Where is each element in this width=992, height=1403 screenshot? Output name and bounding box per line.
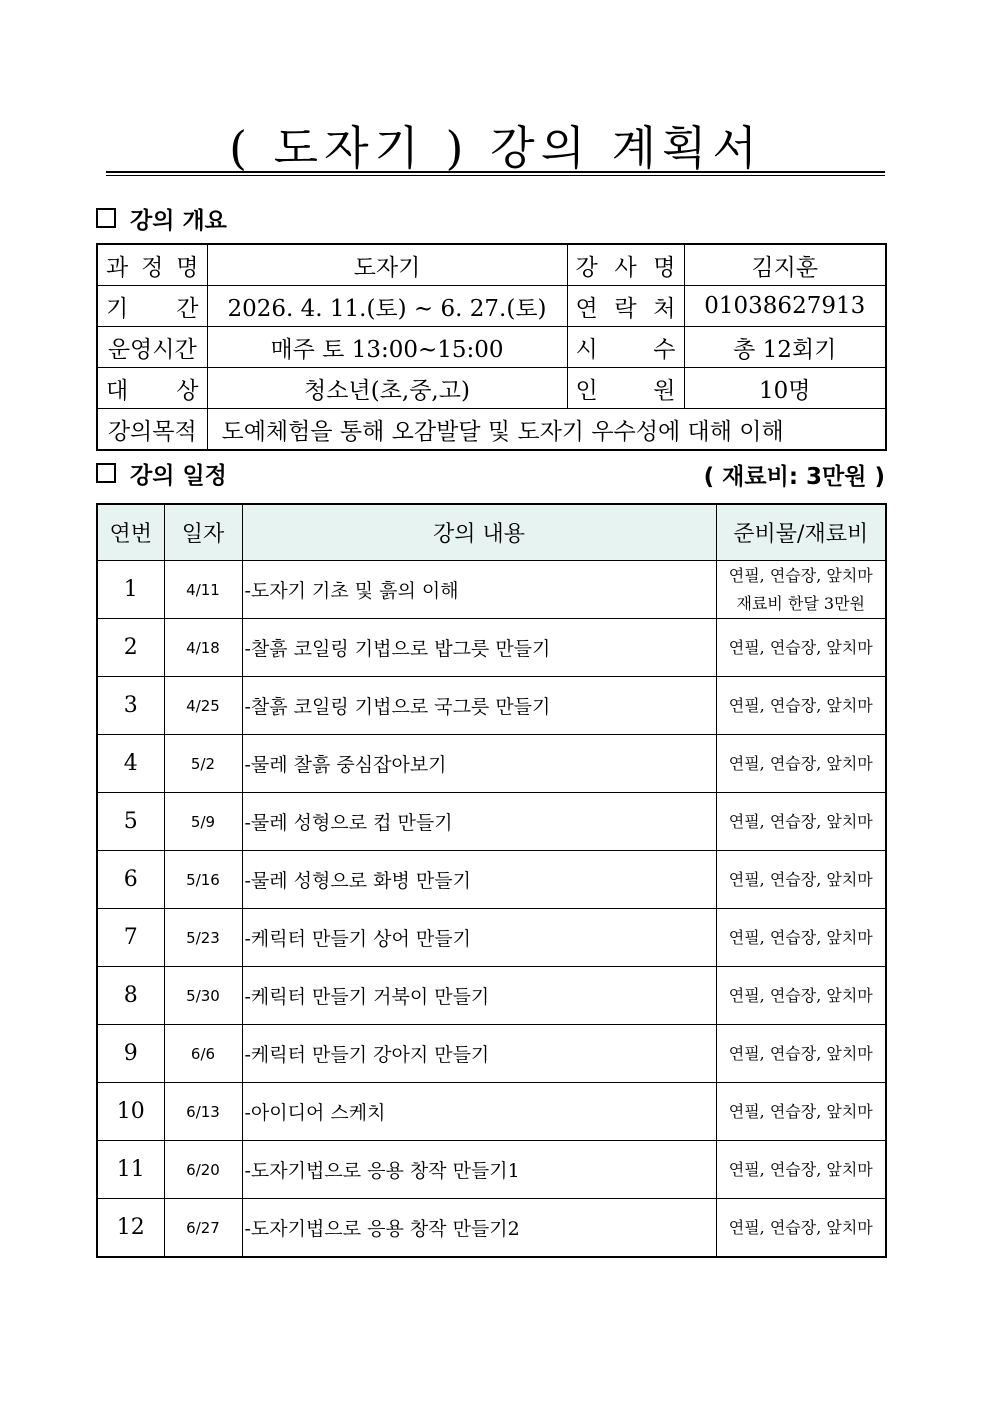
session-date: 6/6 — [164, 1025, 242, 1083]
session-date: 4/25 — [164, 677, 242, 735]
contact-label: 연 락 처 — [575, 295, 676, 322]
contact-label-cell — [567, 286, 684, 327]
period-label-cell — [97, 286, 207, 327]
session-number: 9 — [97, 1025, 164, 1083]
period-label: 기 간 — [106, 295, 199, 322]
session-number: 5 — [97, 793, 164, 851]
session-date: 5/9 — [164, 793, 242, 851]
overview-row — [97, 409, 886, 451]
schedule-heading: 강의 일정 — [130, 462, 227, 489]
session-content: -찰흙 코일링 기법으로 국그릇 만들기 — [242, 677, 716, 735]
materials-text: 연필, 연습장, 앞치마 — [728, 1101, 873, 1121]
title-underline — [106, 171, 885, 173]
session-content: -물레 찰흙 중심잡아보기 — [242, 735, 716, 793]
target-label: 대 상 — [106, 377, 199, 404]
checkbox-icon — [96, 208, 116, 228]
materials-text: 연필, 연습장, 앞치마 — [728, 695, 873, 715]
table-row — [97, 1199, 886, 1258]
sessions-label: 시 수 — [575, 336, 676, 363]
session-materials — [716, 1025, 886, 1083]
table-row — [97, 1083, 886, 1141]
materials-text: 연필, 연습장, 앞치마 — [728, 985, 873, 1005]
material-fee-note: ( 재료비: 3만원 ) — [703, 464, 885, 490]
session-content: -찰흙 코일링 기법으로 밥그릇 만들기 — [242, 619, 716, 677]
session-content: -도자기법으로 응용 창작 만들기2 — [242, 1199, 716, 1258]
materials-text: 연필, 연습장, 앞치마 — [728, 1159, 873, 1179]
target-value: 청소년(초,중,고) — [207, 368, 567, 409]
session-materials — [716, 677, 886, 735]
target-label-cell — [97, 368, 207, 409]
capacity-value: 10명 — [684, 368, 886, 409]
materials-text: 연필, 연습장, 앞치마 — [728, 927, 873, 947]
session-materials — [716, 1141, 886, 1199]
overview-heading: 강의 개요 — [130, 207, 227, 234]
session-date: 5/23 — [164, 909, 242, 967]
header-no: 연번 — [97, 504, 164, 561]
instructor-label-cell — [567, 244, 684, 286]
contact-value: 01038627913 — [684, 286, 886, 327]
schedule-section-heading — [96, 458, 227, 488]
table-row — [97, 793, 886, 851]
session-number: 12 — [97, 1199, 164, 1258]
hours-label: 운영시간 — [97, 327, 207, 368]
table-row — [97, 677, 886, 735]
session-content: -도자기법으로 응용 창작 만들기1 — [242, 1141, 716, 1199]
table-row — [97, 735, 886, 793]
course-value: 도자기 — [207, 244, 567, 286]
session-number: 7 — [97, 909, 164, 967]
materials-text: 연필, 연습장, 앞치마 — [728, 565, 873, 585]
session-content: -케릭터 만들기 거북이 만들기 — [242, 967, 716, 1025]
session-date: 6/20 — [164, 1141, 242, 1199]
period-value: 2026. 4. 11.(토) ~ 6. 27.(토) — [207, 286, 567, 327]
session-number: 11 — [97, 1141, 164, 1199]
session-number: 3 — [97, 677, 164, 735]
session-date: 6/27 — [164, 1199, 242, 1258]
header-materials: 준비물/재료비 — [716, 504, 886, 561]
course-label-cell — [97, 244, 207, 286]
session-content: -물레 성형으로 화병 만들기 — [242, 851, 716, 909]
session-number: 8 — [97, 967, 164, 1025]
session-content: -케릭터 만들기 상어 만들기 — [242, 909, 716, 967]
session-date: 4/18 — [164, 619, 242, 677]
session-content: -물레 성형으로 컵 만들기 — [242, 793, 716, 851]
session-materials — [716, 909, 886, 967]
overview-row — [97, 244, 886, 286]
overview-row — [97, 286, 886, 327]
session-number: 1 — [97, 561, 164, 619]
schedule-table — [96, 503, 887, 1258]
session-date: 5/16 — [164, 851, 242, 909]
schedule-body — [97, 561, 886, 1258]
instructor-label: 강 사 명 — [575, 254, 676, 281]
session-materials — [716, 1199, 886, 1258]
session-number: 10 — [97, 1083, 164, 1141]
purpose-label: 강의목적 — [97, 409, 207, 451]
session-date: 5/30 — [164, 967, 242, 1025]
materials-text: 연필, 연습장, 앞치마 — [728, 1217, 873, 1237]
materials-text: 연필, 연습장, 앞치마 — [728, 637, 873, 657]
schedule-header-row — [97, 504, 886, 561]
session-number: 2 — [97, 619, 164, 677]
overview-row — [97, 368, 886, 409]
session-date: 4/11 — [164, 561, 242, 619]
table-row — [97, 1025, 886, 1083]
session-number: 6 — [97, 851, 164, 909]
session-content: -케릭터 만들기 강아지 만들기 — [242, 1025, 716, 1083]
header-date: 일자 — [164, 504, 242, 561]
table-row — [97, 561, 886, 619]
instructor-value: 김지훈 — [684, 244, 886, 286]
page-title: ( 도자기 ) 강의 계획서 — [229, 121, 763, 175]
session-number: 4 — [97, 735, 164, 793]
checkbox-icon — [96, 463, 116, 483]
materials-text: 연필, 연습장, 앞치마 — [728, 1043, 873, 1063]
overview-section-heading — [96, 203, 227, 233]
hours-value: 매주 토 13:00~15:00 — [207, 327, 567, 368]
session-materials — [716, 619, 886, 677]
session-materials — [716, 851, 886, 909]
capacity-label-cell — [567, 368, 684, 409]
table-row — [97, 1141, 886, 1199]
header-content: 강의 내용 — [242, 504, 716, 561]
purpose-value: 도예체험을 통해 오감발달 및 도자기 우수성에 대해 이해 — [207, 409, 886, 451]
table-row — [97, 619, 886, 677]
session-materials — [716, 735, 886, 793]
session-content: -아이디어 스케치 — [242, 1083, 716, 1141]
session-materials — [716, 967, 886, 1025]
session-date: 5/2 — [164, 735, 242, 793]
overview-table — [96, 243, 887, 451]
materials-extra-text: 재료비 한달 3만원 — [736, 593, 866, 613]
table-row — [97, 909, 886, 967]
capacity-label: 인 원 — [575, 377, 676, 404]
title-underline-thin — [106, 175, 885, 176]
session-content: -도자기 기초 및 흙의 이해 — [242, 561, 716, 619]
materials-text: 연필, 연습장, 앞치마 — [728, 753, 873, 773]
overview-row — [97, 327, 886, 368]
session-date: 6/13 — [164, 1083, 242, 1141]
session-materials — [716, 1083, 886, 1141]
table-row — [97, 851, 886, 909]
session-materials — [716, 561, 886, 619]
table-row — [97, 967, 886, 1025]
materials-text: 연필, 연습장, 앞치마 — [728, 869, 873, 889]
materials-text: 연필, 연습장, 앞치마 — [728, 811, 873, 831]
sessions-label-cell — [567, 327, 684, 368]
course-label: 과 정 명 — [106, 254, 199, 281]
sessions-value: 총 12회기 — [684, 327, 886, 368]
session-materials — [716, 793, 886, 851]
